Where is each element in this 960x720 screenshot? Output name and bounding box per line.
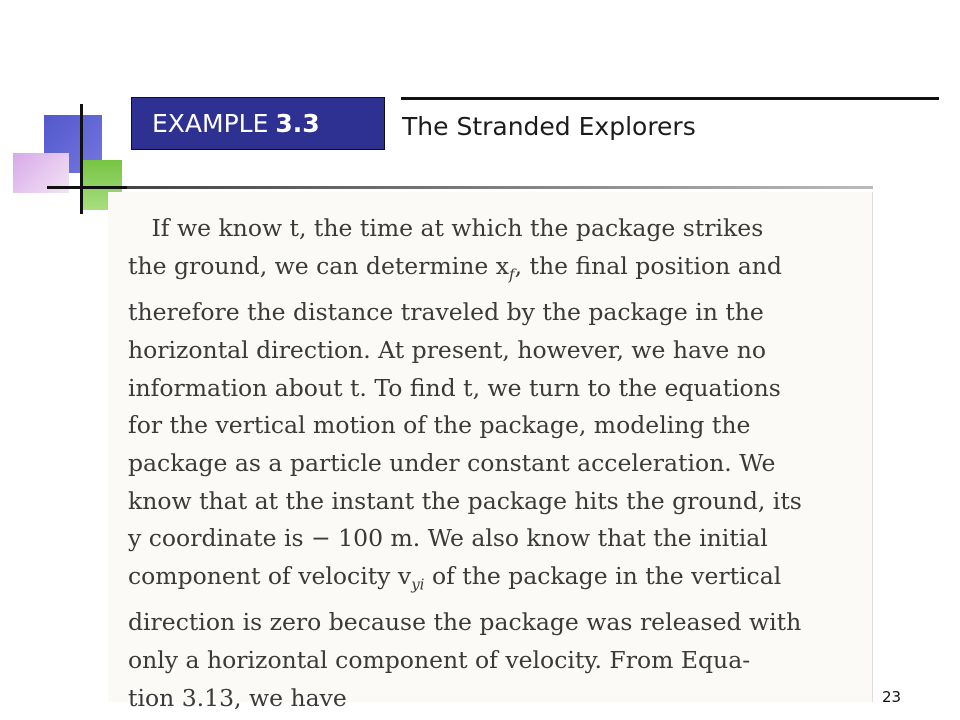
body-line: for the vertical motion of the package, modeling the bbox=[128, 411, 751, 440]
body-line: only a horizontal component of velocity. From Equa- bbox=[128, 646, 751, 675]
scanned-text-block bbox=[108, 192, 873, 712]
body-line: package as a particle under constant acceleration. We bbox=[128, 448, 776, 477]
body-line bbox=[128, 558, 868, 604]
body-line: therefore the distance traveled by the package in the bbox=[128, 298, 764, 327]
body-line: direction is zero because the package was released with bbox=[128, 608, 802, 637]
body-line-text: the ground, we can determine x bbox=[128, 251, 510, 280]
example-label-box bbox=[131, 97, 385, 150]
body-line: y coordinate is − 100 m. We also know that the initial bbox=[128, 524, 768, 553]
page-number: 23 bbox=[882, 688, 902, 706]
decor-vertical-line bbox=[80, 104, 83, 214]
body-line: tion 3.13, we have bbox=[128, 683, 347, 712]
body-line: information about t. To find t, we turn to the equations bbox=[128, 373, 781, 402]
body-paragraph bbox=[128, 210, 868, 718]
slide-title: The Stranded Explorers bbox=[402, 112, 696, 141]
decor-horizontal-line bbox=[47, 186, 127, 189]
header-divider bbox=[127, 186, 873, 189]
body-line-text: component of velocity v bbox=[128, 562, 412, 591]
subscript: f bbox=[509, 265, 515, 284]
text-block-edge bbox=[872, 192, 873, 702]
body-line-rest: of the package in the vertical bbox=[424, 562, 782, 591]
body-line: horizontal direction. At present, however, we have no bbox=[128, 335, 766, 364]
body-line-rest: , the final position and bbox=[514, 251, 782, 280]
title-rule bbox=[401, 97, 939, 100]
body-line bbox=[128, 248, 868, 294]
body-line: If we know t, the time at which the package strikes bbox=[128, 214, 764, 242]
body-line: know that at the instant the package hits the ground, its bbox=[128, 486, 802, 515]
example-label: EXAMPLE bbox=[152, 109, 269, 138]
example-number: 3.3 bbox=[275, 109, 320, 138]
subscript: yi bbox=[411, 575, 425, 594]
